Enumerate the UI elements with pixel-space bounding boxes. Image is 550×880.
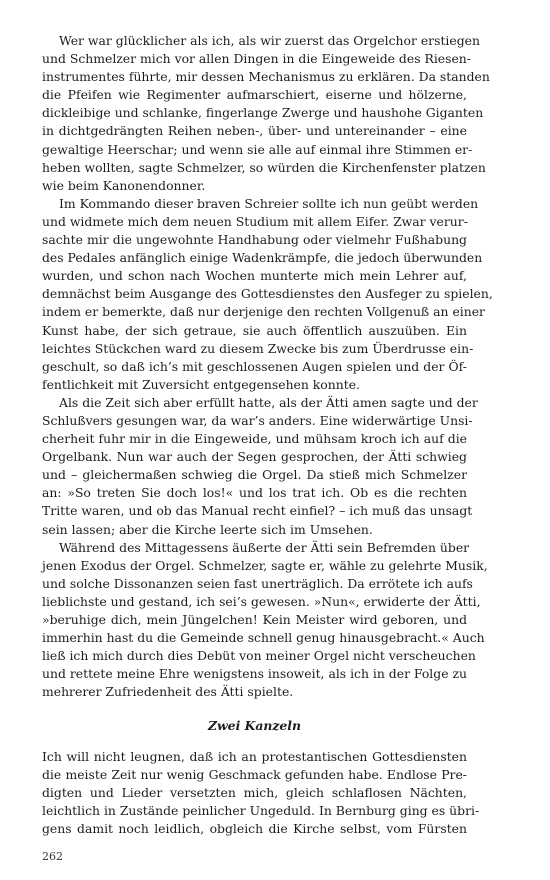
- text-line: des Pedales anfänglich einige Wadenkrämpfe, die jedoch überwunden: [42, 250, 483, 266]
- text-line: cherheit fuhr mir in die Eingeweide, und mühsam kroch ich auf die: [42, 431, 467, 447]
- text-line: und rettete meine Ehre wenigstens insoweit, als ich in der Folge zu: [42, 666, 467, 682]
- section-heading: Zwei Kanzeln: [207, 718, 302, 734]
- text-line: die meiste Zeit nur wenig Geschmack gefunden habe. Endlose Pre-: [42, 766, 467, 782]
- text-line: wie beim Kanonendonner.: [42, 177, 206, 193]
- text-line: Kunst habe, der sich getraue, sie auch öffentlich auszuüben. Ein: [42, 322, 467, 338]
- text-line: heben wollten, sagte Schmelzer, so würden die Kirchenfenster platzen: [42, 159, 486, 175]
- text-line: dickleibige und schlanke, fingerlange Zwerge und haushohe Giganten: [42, 105, 484, 121]
- page-number: 262: [42, 850, 63, 863]
- text-line: geschult, so daß ich’s mit geschlossenen Augen spielen und der Öf-: [42, 358, 467, 374]
- text-line: mehrerer Zufriedenheit des Ätti spielte.: [42, 684, 294, 700]
- paragraph-1: [42, 32, 490, 195]
- text-line: sachte mir die ungewohnte Handhabung oder vielmehr Fußhabung: [42, 232, 467, 248]
- text-line: fentlichkeit mit Zuversicht entgegensehen konnte.: [42, 376, 360, 392]
- text-line: und Schmelzer mich vor allen Dingen in die Eingeweide des Riesen-: [42, 51, 471, 67]
- text-line: Als die Zeit sich aber erfüllt hatte, als der Ätti amen sagte und der: [59, 394, 478, 410]
- text-line: »beruhige dich, mein Jüngelchen! Kein Meister wird geboren, und: [42, 612, 467, 627]
- text-line: und – gleichermaßen schwieg die Orgel. Da stieß mich Schmelzer: [42, 467, 467, 483]
- text-line: sein lassen; aber die Kirche leerte sich im Umsehen.: [42, 521, 373, 537]
- text-line: digten und Lieder versetzten mich, gleich schlaflosen Nächten,: [42, 784, 467, 800]
- text-line: in dichtgedrängten Reihen neben-, über- und untereinander – eine: [42, 123, 467, 139]
- text-line: demnächst beim Ausgange des Gottesdienstes den Ausfeger zu spielen,: [42, 286, 493, 302]
- text-line: gens damit noch leidlich, obgleich die Kirche selbst, vom Fürsten: [42, 820, 467, 836]
- text-line: und solche Dissonanzen seien fast unerträglich. Da errötete ich aufs: [42, 575, 473, 591]
- text-line: immerhin hast du die Gemeinde schnell genug hinausgebracht.« Auch: [42, 630, 485, 646]
- text-line: lieblichste und gestand, ich sei’s gewesen. »Nun«, erwiderte der Ätti,: [42, 593, 481, 609]
- text-line: Tritte waren, und ob das Manual recht einfiel? – ich muß das unsagt: [42, 503, 473, 519]
- text-line: Ich will nicht leugnen, daß ich an protestantischen Gottesdiensten: [42, 748, 467, 764]
- text-line: Im Kommando dieser braven Schreier sollte ich nun geübt werden: [59, 195, 479, 211]
- text-line: wurden, und schon nach Wochen munterte mich mein Lehrer auf,: [42, 268, 467, 284]
- text-line: jenen Exodus der Orgel. Schmelzer, sagte er, wähle zu gelehrte Musik,: [42, 557, 488, 573]
- text-line: leichtlich in Zustände peinlicher Ungeduld. In Bernburg ging es übri-: [42, 802, 480, 818]
- paragraph-5: [42, 748, 480, 838]
- text-line: ließ ich mich durch dies Debüt von meiner Orgel nicht verscheuchen: [42, 648, 476, 664]
- text-line: die Pfeifen wie Regimenter aufmarschiert, eiserne und hölzerne,: [42, 87, 467, 103]
- text-line: gewaltige Heerschar; und wenn sie alle auf einmal ihre Stimmen er-: [42, 141, 473, 157]
- text-line: Orgelbank. Nun war auch der Segen gesprochen, der Ätti schwieg: [42, 449, 467, 465]
- text-line: indem er bemerkte, daß nur derjenige den rechten Vollgenuß an einer: [42, 304, 485, 320]
- text-line: Während des Mittagessens äußerte der Ätti sein Befremden über: [59, 539, 470, 555]
- body-text: [42, 32, 493, 838]
- text-line: und widmete mich dem neuen Studium mit allem Eifer. Zwar verur-: [42, 213, 468, 229]
- paragraph-3: [42, 394, 478, 539]
- paragraph-4: [42, 539, 488, 702]
- text-line: Schlußvers gesungen war, da war’s anders. Eine widerwärtige Unsi-: [42, 412, 473, 428]
- text-line: leichtes Stückchen ward zu diesem Zwecke bis zum Überdrusse ein-: [42, 340, 474, 356]
- text-line: an: »So treten Sie doch los!« und los trat ich. Ob es die rechten: [42, 485, 467, 501]
- paragraph-2: [42, 195, 493, 394]
- text-line: instrumentes führte, mir dessen Mechanismus zu erklären. Da standen: [42, 69, 490, 85]
- text-line: Wer war glücklicher als ich, als wir zuerst das Orgelchor erstiegen: [59, 33, 480, 48]
